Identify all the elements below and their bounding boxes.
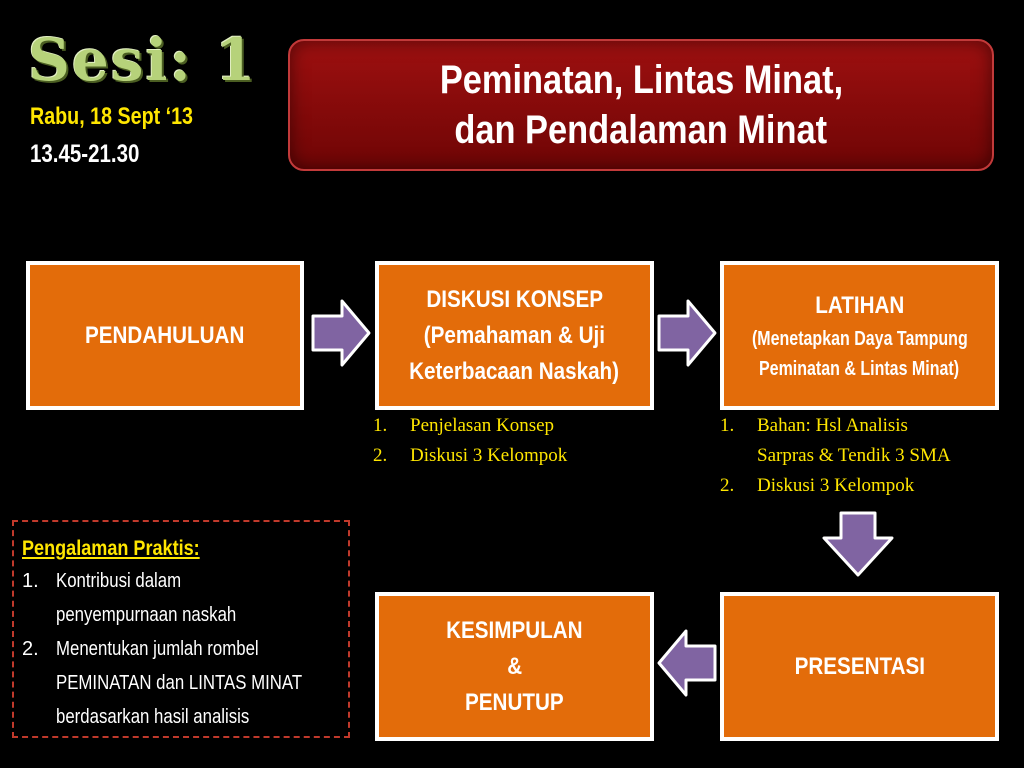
step-kesimpulan-penutup [375,592,654,741]
list-item-number: 2. [373,445,388,466]
step-kesimpulan-line-2: & [507,652,522,680]
list-item [373,441,567,471]
list-item-text: Sarpras & Tendik 3 SMA [757,445,951,466]
session-date: Rabu, 18 Sept ‘13 [30,103,193,130]
list-item [720,411,951,441]
list-item [22,564,340,598]
list-item-number: 1. [22,570,39,592]
step-kesimpulan-line-3: PENUTUP [465,688,564,716]
step-diskusi-line-3: Keterbacaan Naskah) [409,357,620,385]
list-item-text: penyempurnaan naskah [56,604,237,626]
list-item-number: 1. [720,415,735,436]
step-kesimpulan-line-1: KESIMPULAN [446,616,583,644]
step-pendahuluan-label: PENDAHULUAN [85,321,245,349]
arrow-right-icon [310,298,372,368]
list-item-text: Penjelasan Konsep [410,415,555,436]
list-item-continuation [22,666,340,700]
latihan-list [720,411,951,501]
title-banner [288,39,994,171]
step-presentasi-label: PRESENTASI [794,652,925,680]
list-item-text: Diskusi 3 Kelompok [757,475,915,496]
list-item-text: Diskusi 3 Kelompok [410,445,568,466]
list-item-continuation [22,598,340,632]
step-latihan-title: LATIHAN [814,291,905,319]
step-latihan-line-3: Peminatan & Lintas Minat) [759,357,960,380]
step-latihan-line-2: (Menetapkan Daya Tampung [751,327,968,350]
list-item-number: 1. [373,415,388,436]
banner-line-1: Peminatan, Lintas Minat, [439,58,843,102]
step-presentasi [720,592,999,741]
banner-line-2: dan Pendalaman Minat [454,108,828,152]
step-diskusi-line-1: DISKUSI KONSEP [426,285,603,313]
pengalaman-heading: Pengalaman Praktis: [22,537,200,560]
list-item [720,471,951,501]
list-item-text: Bahan: Hsl Analisis [757,415,908,436]
list-item-continuation [22,700,340,734]
arrow-right-icon [656,298,718,368]
diskusi-list [373,411,567,471]
step-latihan [720,261,999,410]
step-diskusi-konsep [375,261,654,410]
list-item-text: Menentukan jumlah rombel [56,638,259,660]
list-item [373,411,567,441]
arrow-down-icon [821,510,895,578]
list-item-text: berdasarkan hasil analisis [56,706,250,728]
list-item-continuation [720,441,951,471]
step-diskusi-line-2: (Pemahaman & Uji [423,321,606,349]
arrow-left-icon [656,628,718,698]
list-item-text: Kontribusi dalam [56,570,182,592]
list-item [22,632,340,666]
list-item-number: 2. [22,638,39,660]
step-pendahuluan [26,261,304,410]
session-time: 13.45-21.30 [30,140,140,168]
session-title: Sesi: 1 [28,26,258,94]
pengalaman-praktis-panel [12,520,350,738]
list-item-text: PEMINATAN dan LINTAS MINAT [56,672,303,694]
list-item-number: 2. [720,475,735,496]
